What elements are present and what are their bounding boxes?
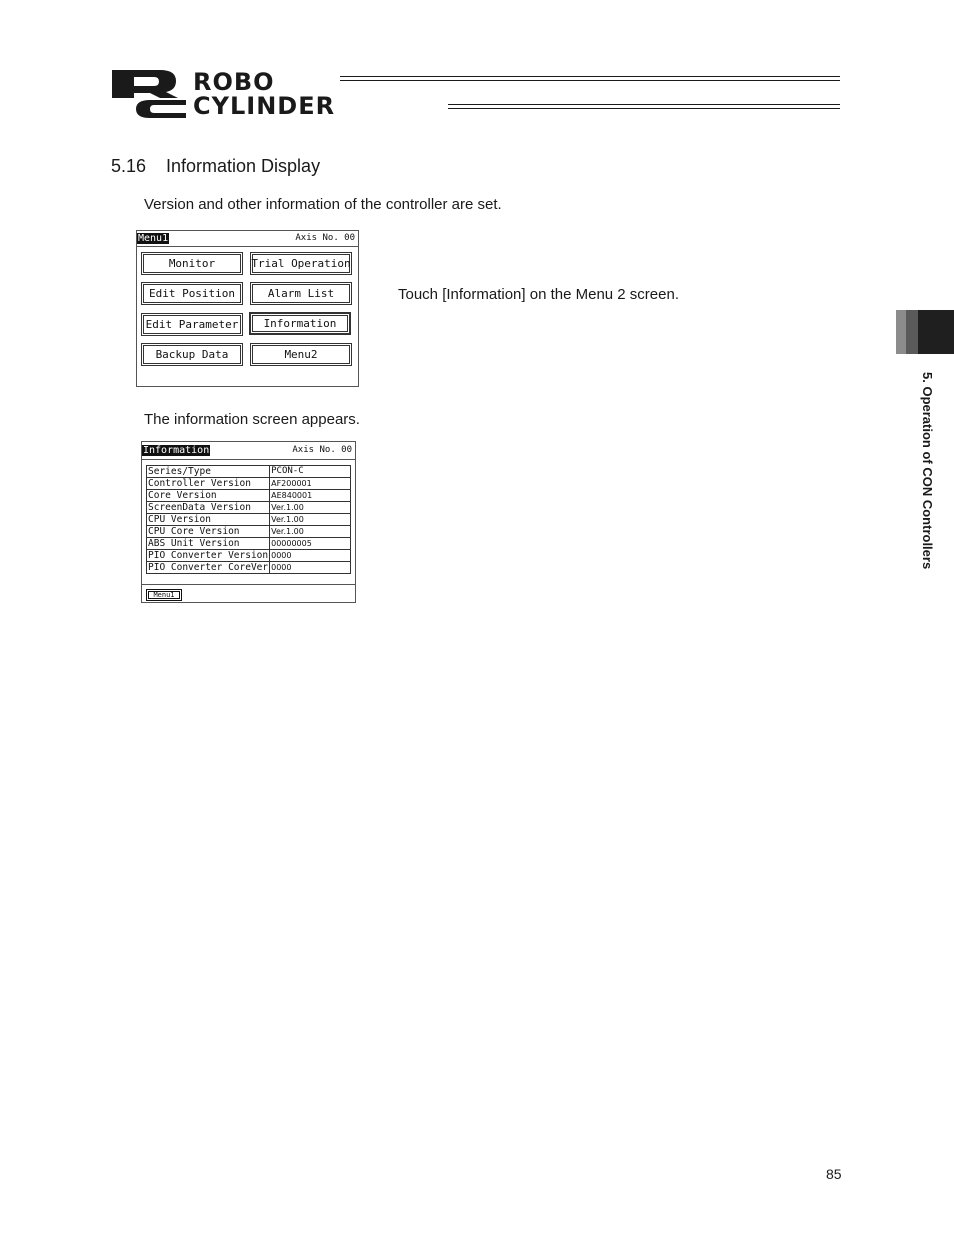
robo-cylinder-logo [110,68,190,120]
table-row [147,490,351,502]
information-button[interactable]: Information [249,312,351,335]
row-label: CPU Core Version [147,526,270,538]
table-row [147,550,351,562]
header-rule [448,108,840,109]
row-value: Ver.1.00 [270,526,351,538]
side-tab-marker [896,310,906,354]
menu2-button[interactable]: Menu2 [250,343,352,366]
monitor-button[interactable]: Monitor [141,252,243,275]
row-value: AF200001 [270,478,351,490]
trial-operation-button[interactable]: Trial Operation [250,252,352,275]
header-rule [340,76,840,77]
row-label: Core Version [147,490,270,502]
row-value: 00000005 [270,538,351,550]
menu-caption: Touch [Information] on the Menu 2 screen. [398,286,679,303]
row-label: ABS Unit Version [147,538,270,550]
table-row [147,538,351,550]
row-label: CPU Version [147,514,270,526]
chapter-side-label: 5. Operation of CON Controllers [920,372,935,570]
table-row [147,478,351,490]
information-screen [141,441,356,603]
backup-data-button[interactable]: Backup Data [141,343,243,366]
logo-word-robo: ROBO [193,68,275,96]
row-label: PIO Converter Version [148,550,269,561]
section-number: 5.16 [111,156,147,176]
row-label: PIO Converter CoreVer [148,562,269,573]
information-screen-title: Information [143,445,210,456]
info-intro-text: The information screen appears. [144,411,360,428]
row-value: 0000 [270,550,351,562]
menu1-button[interactable]: Menu1 [146,589,182,601]
side-tab-marker [906,310,918,354]
table-row [147,514,351,526]
menu-screen [136,230,359,387]
row-value: 0000 [270,562,351,574]
section-title: Information Display [166,156,321,176]
table-row [147,526,351,538]
header-rule [448,104,840,105]
axis-number: Axis No. 00 [292,445,352,455]
page-number: 85 [826,1166,842,1182]
header-rule [340,80,840,81]
table-row [147,466,351,478]
row-label: Controller Version [147,478,270,490]
row-label: ScreenData Version [147,502,270,514]
row-value: AE840001 [270,490,351,502]
table-row [147,562,351,574]
logo-word-cylinder: CYLINDER [193,92,336,120]
edit-parameter-button[interactable]: Edit Parameter [141,313,243,336]
row-value: Ver.1.00 [270,502,351,514]
information-table [146,465,351,574]
section-heading [111,156,320,177]
row-value: Ver.1.00 [270,514,351,526]
table-row [147,502,351,514]
row-label: Series/Type [147,466,270,478]
intro-text: Version and other information of the controller are set. [144,196,502,213]
side-tab-marker [918,310,954,354]
edit-position-button[interactable]: Edit Position [141,282,243,305]
menu-screen-title: Menu1 [138,233,169,244]
row-value: PCON-C [270,466,351,478]
axis-number: Axis No. 00 [295,233,355,243]
alarm-list-button[interactable]: Alarm List [250,282,352,305]
